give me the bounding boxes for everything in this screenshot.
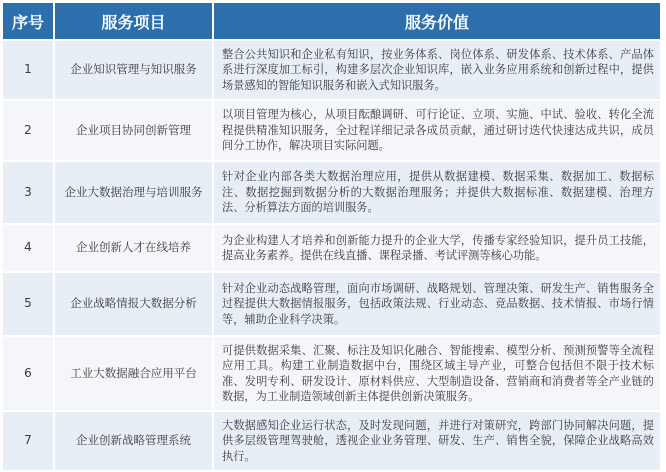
row-service-name: 企业创新人才在线培养	[55, 225, 214, 273]
row-service-value: 以项目管理为核心，从项目酝酿调研、可行论证、立项、实施、中试、验收、转化全流程提供精准知识服务，全过程详细记录各成员贡献，通过研讨迭代快速达成共识，成员间分工协作，解决项目实际问题。	[214, 101, 660, 162]
header-index: 序号	[3, 3, 55, 41]
row-service-name: 工业大数据融合应用平台	[55, 337, 214, 412]
table-row	[3, 162, 660, 225]
row-service-value: 针对企业内部各类大数据治理应用，提供从数据建模、数据采集、数据加工、数据标注、数据挖掘到数据分析的大数据治理服务；并提供大数据标准、数据建模、治理方法、分析算法方面的培训服务。	[214, 162, 660, 225]
row-service-name: 企业创新战略管理系统	[55, 412, 214, 472]
row-index: 5	[3, 273, 55, 337]
row-index: 2	[3, 101, 55, 162]
row-index: 6	[3, 337, 55, 412]
row-service-name: 企业大数据治理与培训服务	[55, 162, 214, 225]
service-table	[3, 3, 660, 472]
service-table-container	[3, 3, 660, 472]
header-service-value: 服务价值	[214, 3, 660, 41]
table-row	[3, 101, 660, 162]
row-index: 7	[3, 412, 55, 472]
table-row	[3, 225, 660, 273]
table-row	[3, 41, 660, 101]
row-service-name: 企业战略情报大数据分析	[55, 273, 214, 337]
table-row	[3, 273, 660, 337]
header-service-item: 服务项目	[55, 3, 214, 41]
row-service-value: 可提供数据采集、汇聚、标注及知识化融合、智能搜索、模型分析、预测预警等全流程应用工具。构建工业制造数据中台，围绕区域主导产业，可整合包括但不限于技术标准、发明专利、研发设计、原材料供应、大型制造设备、营销商和消费者等全产业链的数据，为工业制造领域创新主体提供创新决策服务。	[214, 337, 660, 412]
row-service-name: 企业项目协同创新管理	[55, 101, 214, 162]
row-service-value: 针对企业动态战略管理，面向市场调研、战略规划、管理决策、研发生产、销售服务全过程提供大数据情报服务，包括政策法规、行业动态、竞品数据、技术情报、市场行情等，辅助企业科学决策。	[214, 273, 660, 337]
table-row	[3, 412, 660, 472]
table-header-row	[3, 3, 660, 41]
row-index: 3	[3, 162, 55, 225]
table-row	[3, 337, 660, 412]
row-service-name: 企业知识管理与知识服务	[55, 41, 214, 101]
row-service-value: 整合公共知识和企业私有知识，按业务体系、岗位体系、研发体系、技术体系、产品体系进行深度加工标引，构建多层次企业知识库，嵌入业务应用系统和创新过程中，提供场景感知的智能知识服务和嵌入式知识服务。	[214, 41, 660, 101]
row-service-value: 大数据感知企业运行状态，及时发现问题，并进行对策研究，跨部门协同解决问题，提供多层级管理驾驶舱，透视企业业务管理、研发、生产、销售全貌，保障企业战略高效执行。	[214, 412, 660, 472]
row-index: 1	[3, 41, 55, 101]
row-service-value: 为企业构建人才培养和创新能力提升的企业大学，传播专家经验知识，提升员工技能，提高业务素养。提供在线直播、课程录播、考试评测等核心功能。	[214, 225, 660, 273]
row-index: 4	[3, 225, 55, 273]
